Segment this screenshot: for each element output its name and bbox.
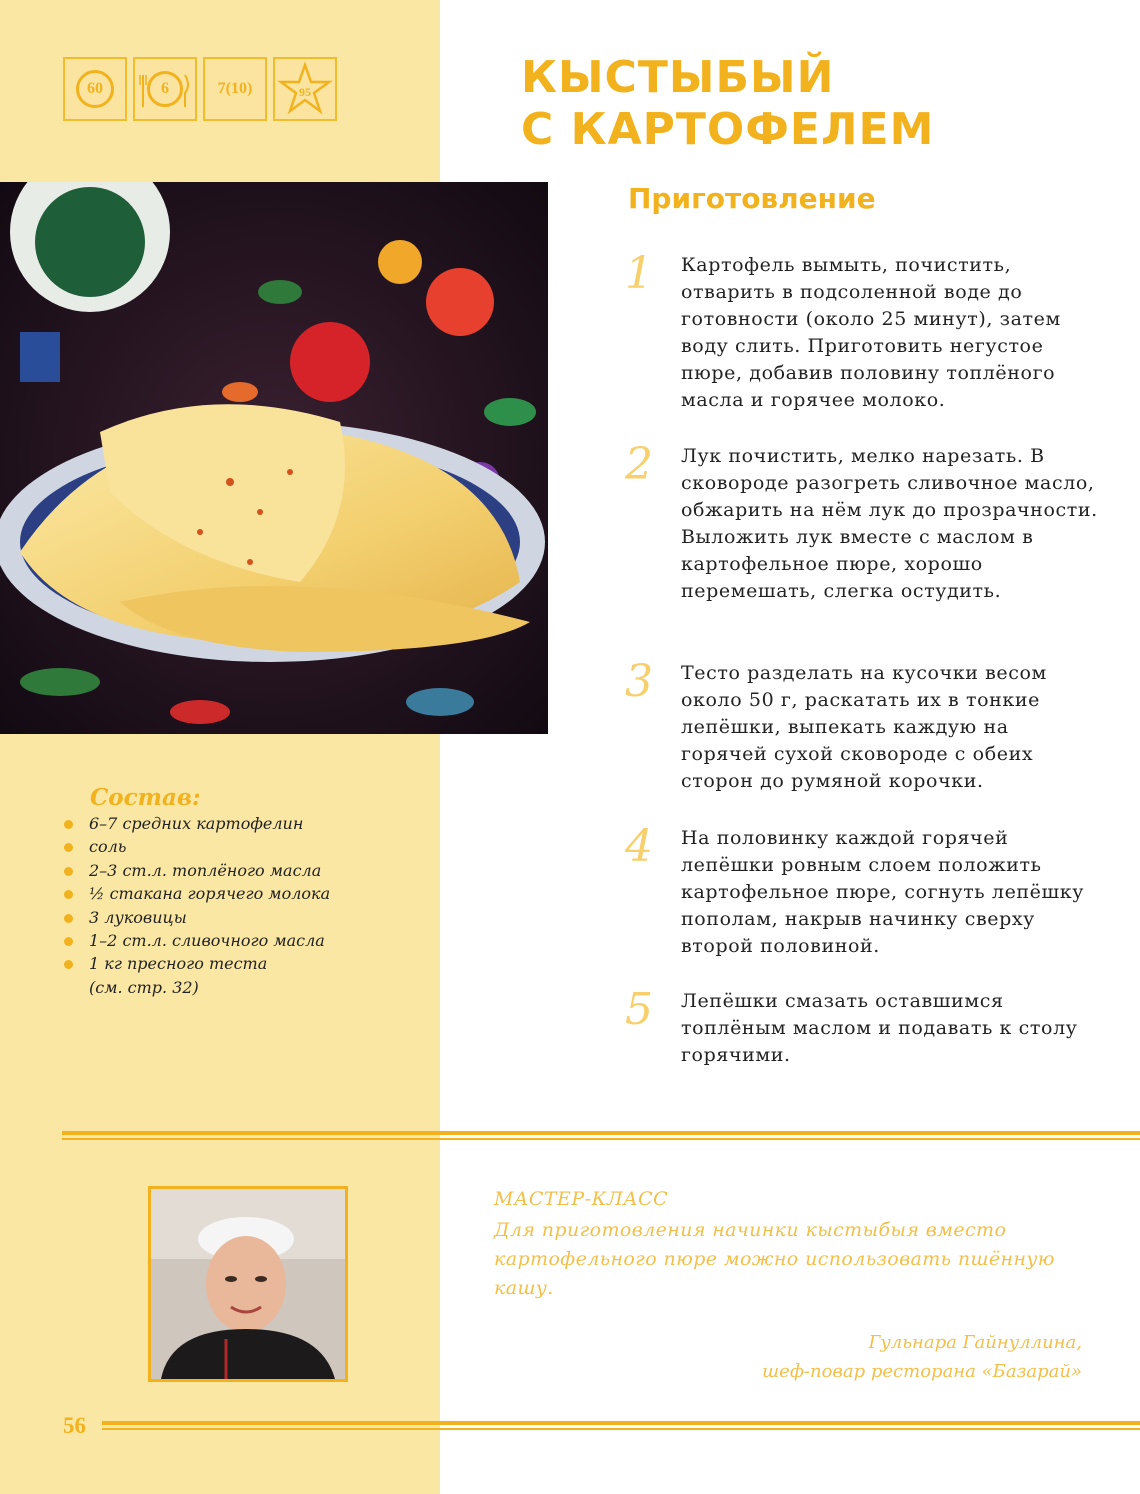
ingredients-heading: Состав: <box>90 784 201 811</box>
ingredient-text: ½ стакана горячего молока <box>89 884 331 904</box>
list-item <box>62 952 330 975</box>
step-text: Картофель вымыть, почистить, отварить в подсоленной воде до готовности (около 25 минут), затем воду слить. Приготовить негустое пюре, добавив половину топлёного масла и горячее молоко. <box>681 254 1061 411</box>
divider-bottom <box>102 1421 1140 1430</box>
list-item <box>62 906 330 929</box>
bullet-icon <box>64 914 73 923</box>
bullet-icon <box>64 820 73 829</box>
time-icon <box>63 57 127 121</box>
ingredient-text: 3 луковицы <box>89 907 187 927</box>
step-text: На половинку каждой горячей лепёшки ровным слоем положить картофельное пюре, согнуть лепёшку пополам, накрыв начинку сверху второй половиной. <box>681 827 1085 957</box>
page-title <box>521 52 934 156</box>
clock-shape <box>76 70 114 108</box>
divider-top <box>62 1131 1140 1141</box>
section-heading-preparation: Приготовление <box>628 182 876 215</box>
author-signature <box>762 1328 1082 1386</box>
chef-photo <box>148 1186 348 1382</box>
list-item <box>62 812 330 835</box>
bullet-icon <box>64 960 73 969</box>
ingredient-text: 6–7 средних картофелин <box>89 814 304 833</box>
list-item <box>62 835 330 858</box>
master-class-heading: МАСТЕР-КЛАСС <box>494 1188 669 1210</box>
list-item <box>62 882 330 905</box>
difficulty-icon <box>203 57 267 121</box>
page-number: 56 <box>63 1413 86 1438</box>
calories-star-icon <box>273 57 337 121</box>
step-text: Тесто разделать на кусочки весом около 50 г, раскатать их в тонкие лепёшки, выпекать каждую на горячей сухой сковороде с обеих сторон до румяной корочки. <box>681 662 1047 792</box>
ingredient-text: соль <box>89 837 127 857</box>
ingredient-note <box>62 976 330 999</box>
ingredient-text: 2–3 ст.л. топлёного масла <box>89 860 322 880</box>
ingredient-text: 1–2 ст.л. сливочного масла <box>89 931 325 951</box>
ingredient-text: 1 кг пресного теста <box>89 954 268 974</box>
list-item <box>62 929 330 952</box>
ingredient-note-text: (см. стр. 32) <box>89 977 199 997</box>
servings-icon <box>133 57 197 121</box>
step-number: 1 <box>625 248 653 299</box>
dish-photo <box>0 182 548 734</box>
step-number: 4 <box>625 821 653 872</box>
step-number: 3 <box>625 656 653 707</box>
chef-portrait-illustration <box>151 1189 345 1379</box>
title-line-2: С КАРТОФЕЛЕМ <box>521 104 935 155</box>
step-number: 2 <box>625 439 653 490</box>
author-name: Гульнара Гайнуллина, <box>868 1332 1082 1353</box>
dish-photo-illustration <box>0 182 548 734</box>
difficulty-value: 7(10) <box>217 80 253 97</box>
ingredients-list <box>62 812 330 999</box>
list-item <box>62 859 330 882</box>
recipe-info-icons <box>63 57 337 121</box>
title-line-1: КЫСТЫБЫЙ <box>521 52 835 103</box>
step-number: 5 <box>625 984 653 1035</box>
step-text: Лепёшки смазать оставшимся топлёным маслом и подавать к столу горячими. <box>681 990 1078 1066</box>
step-text: Лук почистить, мелко нарезать. В сковороде разогреть сливочное масло, обжарить на нём лук до прозрачности. Выложить лук вместе с маслом в картофельное пюре, хорошо перемешать, слегка остудить. <box>681 445 1098 602</box>
bullet-icon <box>64 843 73 852</box>
bullet-icon <box>64 937 73 946</box>
time-value: 60 <box>87 80 103 97</box>
bullet-icon <box>64 867 73 876</box>
master-class-text: Для приготовления начинки кыстыбыя вместо картофельного пюре можно использовать пшённую кашу. <box>494 1219 1055 1299</box>
author-role: шеф-повар ресторана «Базарай» <box>762 1361 1082 1382</box>
servings-value: 6 <box>161 80 169 97</box>
bullet-icon <box>64 890 73 899</box>
calories-value: 95 <box>299 84 311 99</box>
